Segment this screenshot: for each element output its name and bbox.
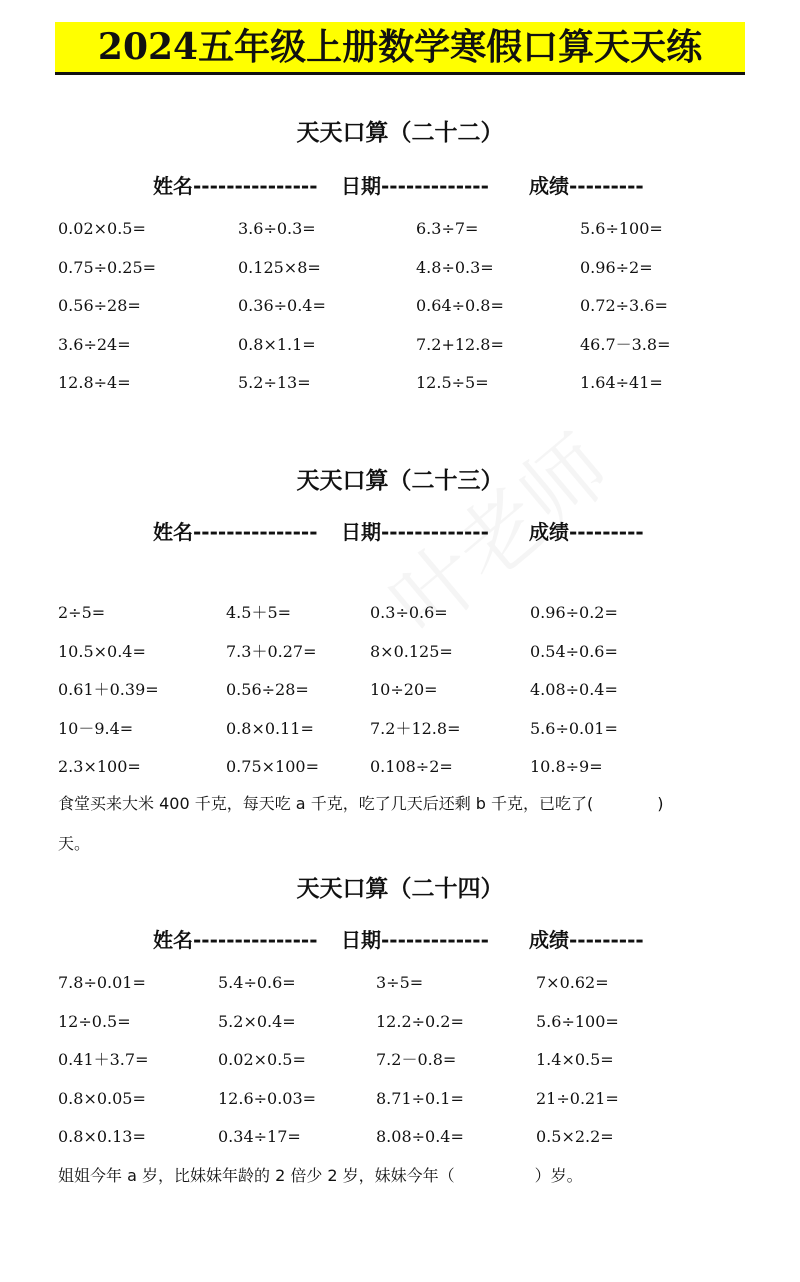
exercise-item: 5.6÷0.01= (530, 718, 618, 738)
exercise-item: 0.75×100= (226, 757, 319, 776)
exercise-item: 0.54÷0.6= (530, 641, 618, 661)
exercise-item: 21÷0.21= (536, 1088, 619, 1108)
exercise-item: 6.3÷7= (416, 219, 479, 238)
exercise-item: 5.2×0.4= (218, 1011, 296, 1031)
name-field: 姓名--------------- (153, 520, 318, 544)
exercise-item: 2.3×100= (58, 757, 141, 776)
exercise-item: 7.8÷0.01= (58, 973, 146, 992)
exercise-item: 10－9.4= (58, 718, 134, 738)
exercise-item: 0.8×0.11= (226, 718, 314, 738)
exercise-item: 0.96÷2= (580, 257, 653, 277)
exercise-item: 3.6÷0.3= (238, 219, 316, 238)
exercise-item: 0.02×0.5= (58, 219, 146, 238)
exercise-item: 0.125×8= (238, 257, 321, 277)
section-title-22: 天天口算（二十二） (296, 120, 504, 146)
exercise-item: 1.4×0.5= (536, 1050, 614, 1069)
exercise-item: 7.2－0.8= (376, 1050, 457, 1069)
exercise-item: 1.64÷41= (580, 373, 663, 392)
page-title: 2024五年级上册数学寒假口算天天练 (97, 26, 703, 68)
exercise-item: 5.4÷0.6= (218, 973, 296, 992)
exercise-item: 0.72÷3.6= (580, 296, 668, 315)
exercise-item: 5.6÷100= (580, 219, 663, 238)
title-banner (55, 22, 745, 75)
exercise-item: 3.6÷24= (58, 334, 131, 354)
exercise-item: 0.61＋0.39= (58, 680, 159, 699)
exercise-item: 12÷0.5= (58, 1011, 131, 1031)
exercise-item: 4.5＋5= (226, 603, 292, 622)
exercise-item: 0.02×0.5= (218, 1050, 306, 1069)
exercise-item: 0.56÷28= (226, 680, 309, 699)
exercise-item: 0.56÷28= (58, 296, 141, 315)
date-field: 日期------------- (341, 174, 489, 198)
exercise-item: 0.36÷0.4= (238, 296, 326, 315)
exercise-item: 10.8÷9= (530, 757, 603, 776)
exercise-item: 5.2÷13= (238, 373, 311, 392)
exercise-item: 5.6÷100= (536, 1011, 619, 1031)
info-row-22 (0, 172, 800, 200)
score-field: 成绩--------- (529, 928, 644, 952)
exercise-item: 8.08÷0.4= (376, 1127, 464, 1146)
word-problem-24: 姐姐今年 a 岁，比妹妹年龄的 2 倍少 2 岁，妹妹今年（ ）岁。 (58, 1166, 583, 1185)
exercise-item: 7.2＋12.8= (370, 718, 461, 738)
exercise-item: 4.8÷0.3= (416, 257, 494, 277)
exercise-item: 0.96÷0.2= (530, 603, 618, 622)
exercise-item: 3÷5= (376, 973, 424, 992)
exercise-item: 12.5÷5= (416, 373, 489, 392)
section-title-24: 天天口算（二十四） (296, 876, 504, 902)
date-field: 日期------------- (341, 520, 489, 544)
exercise-item: 0.64÷0.8= (416, 296, 504, 315)
name-field: 姓名--------------- (153, 928, 318, 952)
info-row-23 (0, 518, 800, 546)
exercise-item: 8.71÷0.1= (376, 1088, 464, 1108)
score-field: 成绩--------- (529, 174, 644, 198)
exercise-item: 12.6÷0.03= (218, 1088, 317, 1108)
exercise-item: 4.08÷0.4= (530, 680, 618, 699)
exercise-item: 8×0.125= (370, 641, 453, 661)
date-field: 日期------------- (341, 928, 489, 952)
exercise-item: 2÷5= (58, 603, 106, 622)
exercise-item: 0.3÷0.6= (370, 603, 448, 622)
word-problem-23-line1: 食堂买来大米 400 千克，每天吃 a 千克，吃了几天后还剩 b 千克，已吃了( ) (58, 794, 664, 813)
exercise-item: 0.8×0.05= (58, 1088, 146, 1108)
exercise-item: 0.75÷0.25= (58, 257, 157, 277)
score-field: 成绩--------- (529, 520, 644, 544)
exercise-item: 0.8×1.1= (238, 334, 316, 354)
exercise-item: 12.8÷4= (58, 373, 131, 392)
name-field: 姓名--------------- (153, 174, 318, 198)
exercise-item: 0.108÷2= (370, 757, 453, 776)
exercise-item: 0.8×0.13= (58, 1127, 146, 1146)
info-row-24 (0, 926, 800, 954)
exercise-item: 0.5×2.2= (536, 1127, 614, 1146)
exercise-item: 46.7－3.8= (580, 334, 671, 354)
exercise-item: 0.41＋3.7= (58, 1050, 149, 1069)
exercise-item: 10.5×0.4= (58, 641, 146, 661)
exercise-item: 0.34÷17= (218, 1127, 301, 1146)
exercise-item: 10÷20= (370, 680, 438, 699)
section-title-23: 天天口算（二十三） (296, 468, 504, 494)
exercise-item: 7×0.62= (536, 973, 609, 992)
exercise-item: 7.3＋0.27= (226, 641, 317, 661)
exercise-item: 12.2÷0.2= (376, 1011, 464, 1031)
exercise-item: 7.2+12.8= (416, 334, 504, 354)
word-problem-23-line2: 天。 (58, 834, 91, 853)
